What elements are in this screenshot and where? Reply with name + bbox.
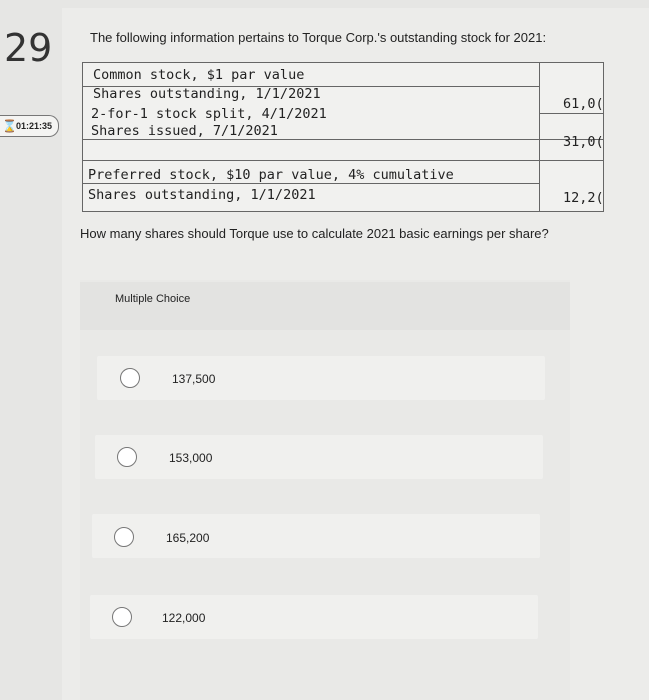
radio-button[interactable]	[120, 368, 140, 388]
stock-table	[82, 62, 604, 212]
table-divider	[83, 183, 539, 184]
hourglass-icon: ⌛	[2, 119, 17, 133]
choice-label: 165,200	[166, 531, 210, 545]
table-row-label: Shares issued, 7/1/2021	[91, 123, 278, 139]
radio-button[interactable]	[114, 527, 134, 547]
choice-option[interactable]	[97, 356, 545, 400]
table-row-value: 12,2(	[563, 190, 604, 206]
multiple-choice-header	[80, 282, 570, 330]
table-row-value: 61,0(	[563, 96, 604, 112]
table-row-label: Preferred stock, $10 par value, 4% cumulative	[88, 167, 454, 183]
choice-option[interactable]	[90, 595, 538, 639]
question-intro: The following information pertains to Torque Corp.'s outstanding stock for 2021:	[90, 30, 547, 45]
table-divider	[83, 139, 603, 140]
question-text: How many shares should Torque use to calculate 2021 basic earnings per share?	[80, 226, 549, 241]
table-row-label: Shares outstanding, 1/1/2021	[93, 86, 321, 102]
choice-label: 153,000	[169, 451, 213, 465]
choice-option[interactable]	[92, 514, 540, 558]
timer-text: 01:21:35	[16, 121, 53, 131]
timer-badge	[0, 115, 59, 137]
question-number: 29	[4, 26, 53, 70]
choice-option[interactable]	[95, 435, 543, 479]
table-divider	[539, 63, 540, 211]
table-row-value: 31,0(	[563, 134, 604, 150]
table-row-label: Common stock, $1 par value	[93, 67, 305, 83]
table-row-label: 2-for-1 stock split, 4/1/2021	[91, 106, 327, 122]
multiple-choice-label: Multiple Choice	[115, 293, 191, 305]
choice-label: 122,000	[162, 611, 206, 625]
radio-button[interactable]	[112, 607, 132, 627]
table-divider	[539, 113, 603, 114]
table-divider	[83, 160, 603, 161]
choice-label: 137,500	[172, 372, 216, 386]
table-row-label: Shares outstanding, 1/1/2021	[88, 187, 316, 203]
radio-button[interactable]	[117, 447, 137, 467]
